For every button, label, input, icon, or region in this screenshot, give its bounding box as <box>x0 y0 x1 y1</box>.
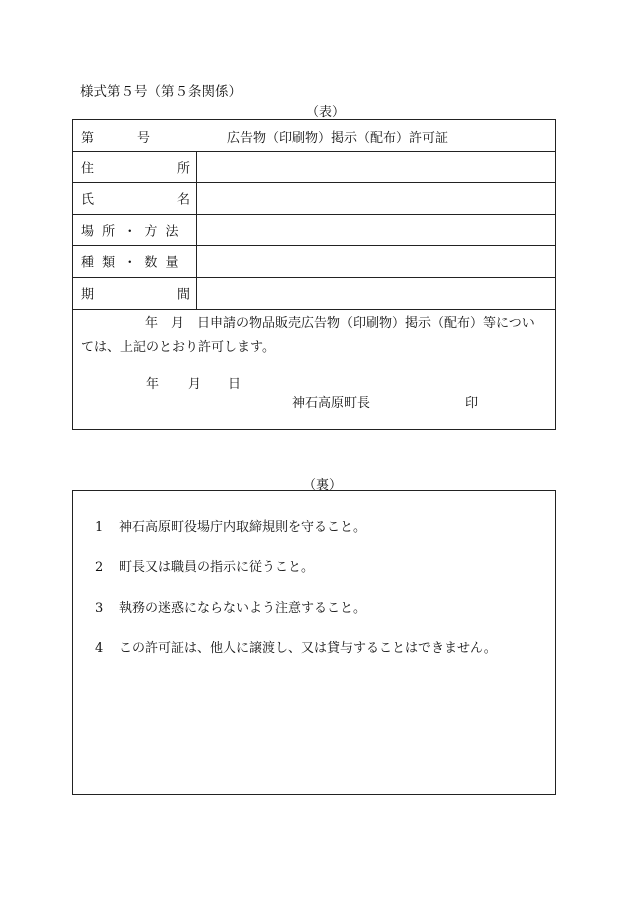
rule-item <box>95 556 314 575</box>
permit-title: 広告物（印刷物）掲示（配布）許可証 <box>227 131 449 146</box>
address-field[interactable] <box>197 151 555 182</box>
period-label-start: 期 <box>81 287 95 303</box>
permit-statement-line1: 年 月 日申請の物品販売広告物（印刷物）掲示（配布）等につい <box>145 316 535 331</box>
number-suffix: 号 <box>137 131 151 146</box>
seal-mark: 印 <box>465 396 479 411</box>
permit-number-row <box>73 120 555 152</box>
name-label <box>73 182 197 214</box>
period-field[interactable] <box>197 277 555 309</box>
permit-statement-line2: ては、上記のとおり許可します。 <box>81 340 275 355</box>
rule-item <box>95 637 497 656</box>
name-label-end: 名 <box>177 192 191 208</box>
name-label-start: 氏 <box>81 192 95 208</box>
type-quantity-row <box>73 245 555 278</box>
type-quantity-field[interactable] <box>197 245 555 277</box>
date-day: 日 <box>228 377 242 392</box>
rule-number: 3 <box>95 601 104 616</box>
form-title: 様式第５号（第５条関係） <box>80 84 242 100</box>
period-label-end: 間 <box>177 287 191 303</box>
back-rules-box <box>72 490 556 795</box>
address-label-end: 所 <box>177 161 191 176</box>
rule-text: 執務の迷惑にならないよう注意すること。 <box>119 601 367 616</box>
address-label-start: 住 <box>81 161 95 176</box>
front-side-label: （表） <box>306 105 346 120</box>
mayor-title: 神石高原町長 <box>292 396 371 411</box>
rule-item <box>95 597 366 616</box>
front-permit-box <box>72 119 556 430</box>
period-label <box>73 277 197 309</box>
address-row <box>73 151 555 183</box>
rule-number: 1 <box>95 520 104 535</box>
rule-number: 4 <box>95 641 104 656</box>
rule-number: 2 <box>95 560 104 575</box>
rule-text: 町長又は職員の指示に従うこと。 <box>119 560 315 575</box>
name-field[interactable] <box>197 182 555 214</box>
back-side-label: （裏） <box>303 478 343 493</box>
name-row <box>73 182 555 215</box>
type-quantity-label <box>73 245 197 277</box>
place-method-label-text: 場 所 ・ 方 法 <box>81 224 181 239</box>
permit-statement <box>81 312 547 360</box>
date-year: 年 <box>146 377 160 392</box>
rule-text: 神石高原町役場庁内取締規則を守ること。 <box>119 520 367 535</box>
place-method-label <box>73 214 197 245</box>
place-method-field[interactable] <box>197 214 555 245</box>
address-label <box>73 151 197 182</box>
number-label: 第 <box>81 131 95 146</box>
rule-item <box>95 516 366 535</box>
rule-text: この許可証は、他人に譲渡し、又は貸与することはできません。 <box>119 641 497 656</box>
type-quantity-label-text: 種 類 ・ 数 量 <box>81 255 181 271</box>
date-month: 月 <box>188 377 202 392</box>
place-method-row <box>73 214 555 246</box>
period-row <box>73 277 555 310</box>
